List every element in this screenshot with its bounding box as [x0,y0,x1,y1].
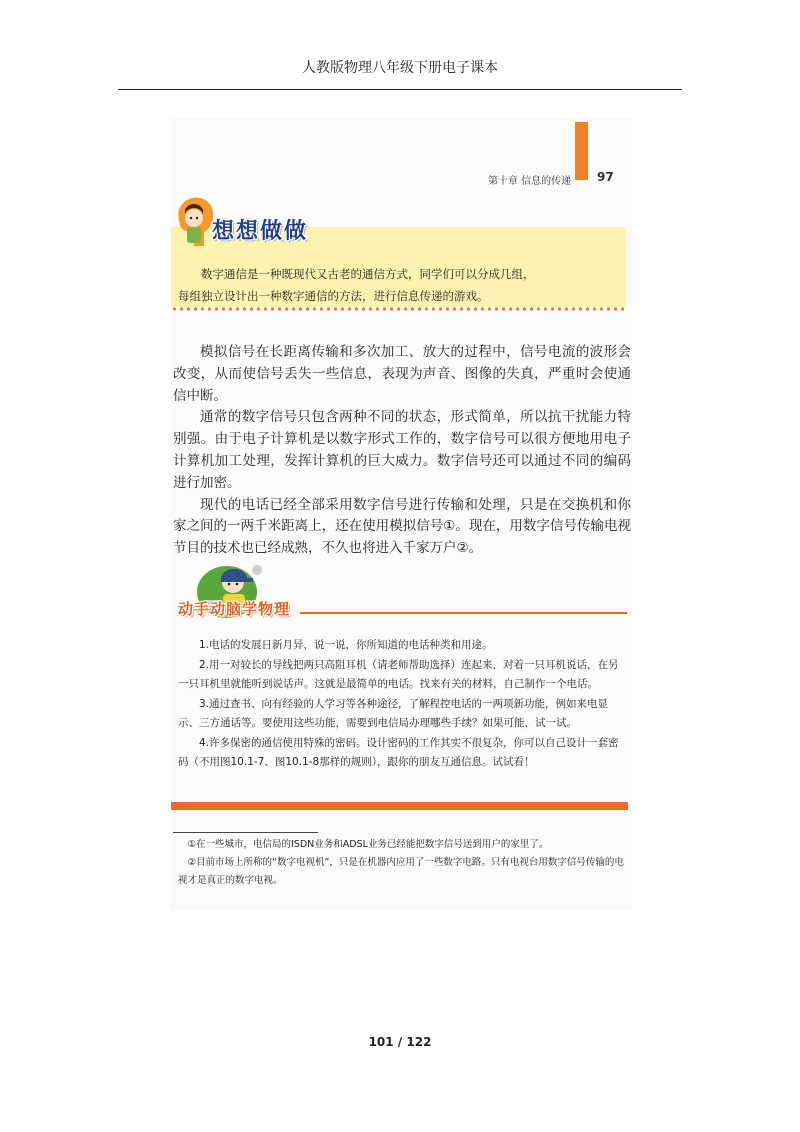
hands-on-divider [300,612,627,614]
hands-on-bottom-bar [171,802,628,810]
think-and-do-line: 每组独立设计出一种数字通信的方法，进行信息传递的游戏。 [178,289,489,303]
exercise-item: 3.通过查书、向有经验的人学习等各种途径，了解程控电话的一两项新功能，例如来电显示、三方通话等。要使用这些功能，需要到电信局办理哪些手续？如果可能，试一试。 [178,697,609,729]
think-and-do-text [178,263,618,307]
hands-on-exercises [178,636,624,773]
footnote: ②目前市场上所称的“数字电视机”，只是在机器内应用了一些数字电路。只有电视台用数字信号传输的电视才是真正的数字电视。 [178,857,624,886]
girl-mascot-icon [174,194,216,252]
chapter-label: 第十章 信息的传递 [488,176,572,187]
exercise-item: 4.许多保密的通信使用特殊的密码。设计密码的工作其实不很复杂，你可以自己设计一套密码（不用图10.1-7、图10.1-8那样的规则），跟你的朋友互通信息。试试看！ [178,736,619,768]
body-paragraph: 模拟信号在长距离传输和多次加工、放大的过程中，信号电流的波形会改变，从而使信号丢失一些信息，表现为声音、图像的失真，严重时会使通信中断。 [173,344,631,404]
footnotes [178,836,628,890]
document-header-title: 人教版物理八年级下册电子课本 [302,60,498,76]
think-and-do-heading: 想想做做 [212,219,309,244]
hands-on-heading: 动手动脑学物理 [178,600,291,618]
chapter-tab-marker [575,122,588,180]
think-and-do-line: 数字通信是一种既现代又古老的通信方式，同学们可以分成几组， [201,267,535,281]
body-text [173,342,631,560]
book-page-number: 97 [597,170,614,184]
body-paragraph: 通常的数字信号只包含两种不同的状态，形式简单，所以抗干扰能力特别强。由于电子计算机是以数字形式工作的，数字信号可以很方便地用电子计算机加工处理，发挥计算机的巨大威力。数字信号还可以通过不同的编码进行加密。 [173,409,631,491]
exercise-item: 1.电话的发展日新月异，说一说，你所知道的电话种类和用途。 [199,639,493,651]
body-paragraph: 现代的电话已经全部采用数字信号进行传输和处理，只是在交换机和你家之间的一两千米距离上，还在使用模拟信号①。现在，用数字信号传输电视节目的技术也已经成熟，不久也将进入千家万户②。 [173,496,631,557]
dotted-divider [171,307,627,311]
exercise-item: 2.用一对较长的导线把两只高阻耳机（请老师帮助选择）连起来，对着一只耳机说话，在另一只耳机里就能听到说话声。这就是最简单的电话。找来有关的材料，自己制作一个电话。 [178,658,619,690]
footnote-divider [173,832,318,833]
page-indicator: 101 / 122 [368,1035,432,1049]
header-divider [118,89,682,90]
footnote: ①在一些城市，电信局的ISDN业务和ADSL业务已经能把数字信号送到用户的家里了。 [187,839,549,850]
